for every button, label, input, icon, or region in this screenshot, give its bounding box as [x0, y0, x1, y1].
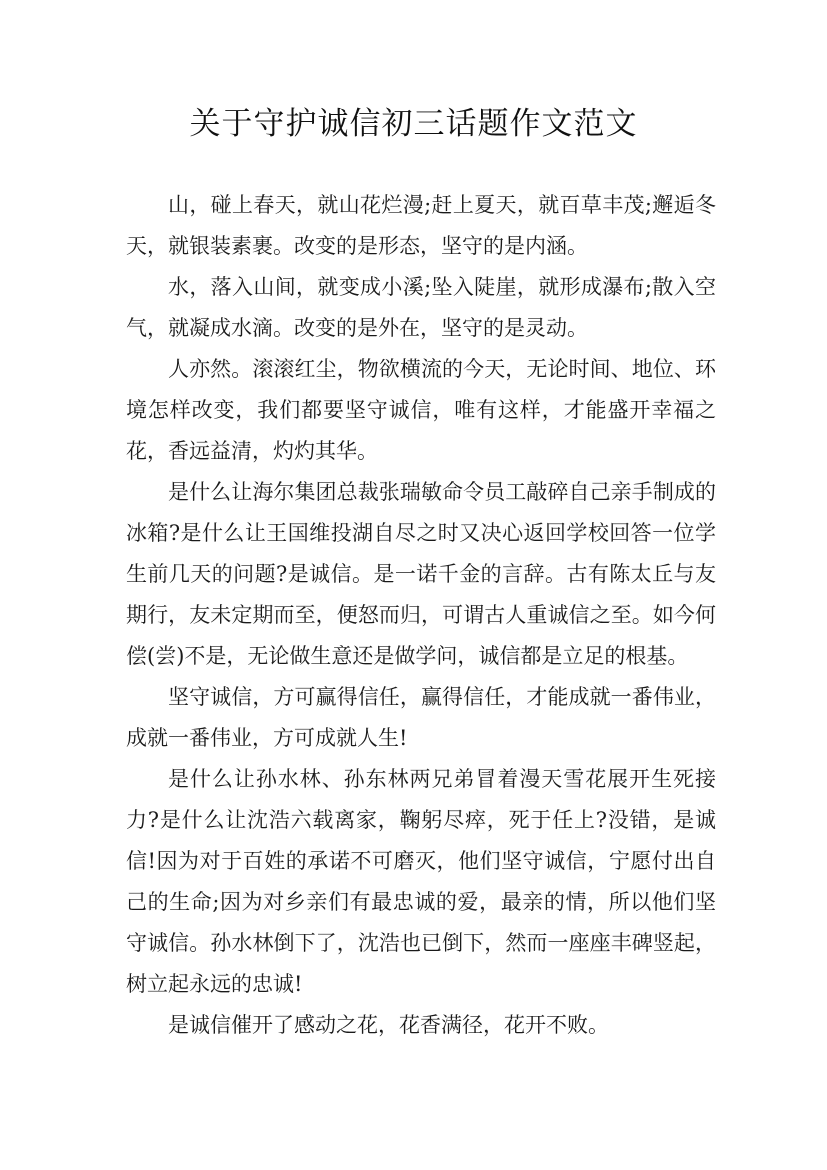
paragraph: 是什么让海尔集团总裁张瑞敏命令员工敲碎自己亲手制成的冰箱?是什么让王国维投湖自尽之时又决心返回学校回答一位学生前几天的问题?是诚信。是一诺千金的言辞。古有陈太丘与友期行，友未定期而至，便怒而归，可谓古人重诚信之至。如今何偿(尝)不是，无论做生意还是做学问，诚信都是立足的根基。	[126, 480, 716, 668]
document-body	[126, 185, 716, 1046]
paragraph: 人亦然。滚滚红尘，物欲横流的今天，无论时间、地位、环境怎样改变，我们都要坚守诚信，唯有这样，才能盛开幸福之花，香远益清，灼灼其华。	[126, 357, 716, 463]
paragraph: 山，碰上春天，就山花烂漫;赶上夏天，就百草丰茂;邂逅冬天，就银装素裹。改变的是形态，坚守的是内涵。	[126, 193, 716, 258]
paragraph: 坚守诚信，方可赢得信任，赢得信任，才能成就一番伟业，成就一番伟业，方可成就人生!	[126, 685, 716, 750]
paragraph: 是诚信催开了感动之花，花香满径，花开不败。	[168, 1013, 609, 1037]
paragraph: 是什么让孙水林、孙东林两兄弟冒着漫天雪花展开生死接力?是什么让沈浩六载离家，鞠躬尽瘁，死于任上?没错，是诚信!因为对于百姓的承诺不可磨灭，他们坚守诚信，宁愿付出自己的生命;因为对乡亲们有最忠诚的爱，最亲的情，所以他们坚守诚信。孙水林倒下了，沈浩也已倒下，然而一座座丰碑竖起，树立起永远的忠诚!	[126, 767, 716, 996]
paragraph: 水，落入山间，就变成小溪;坠入陡崖，就形成瀑布;散入空气，就凝成水滴。改变的是外在，坚守的是灵动。	[126, 275, 716, 340]
document-title: 关于守护诚信初三话题作文范文	[189, 106, 638, 142]
